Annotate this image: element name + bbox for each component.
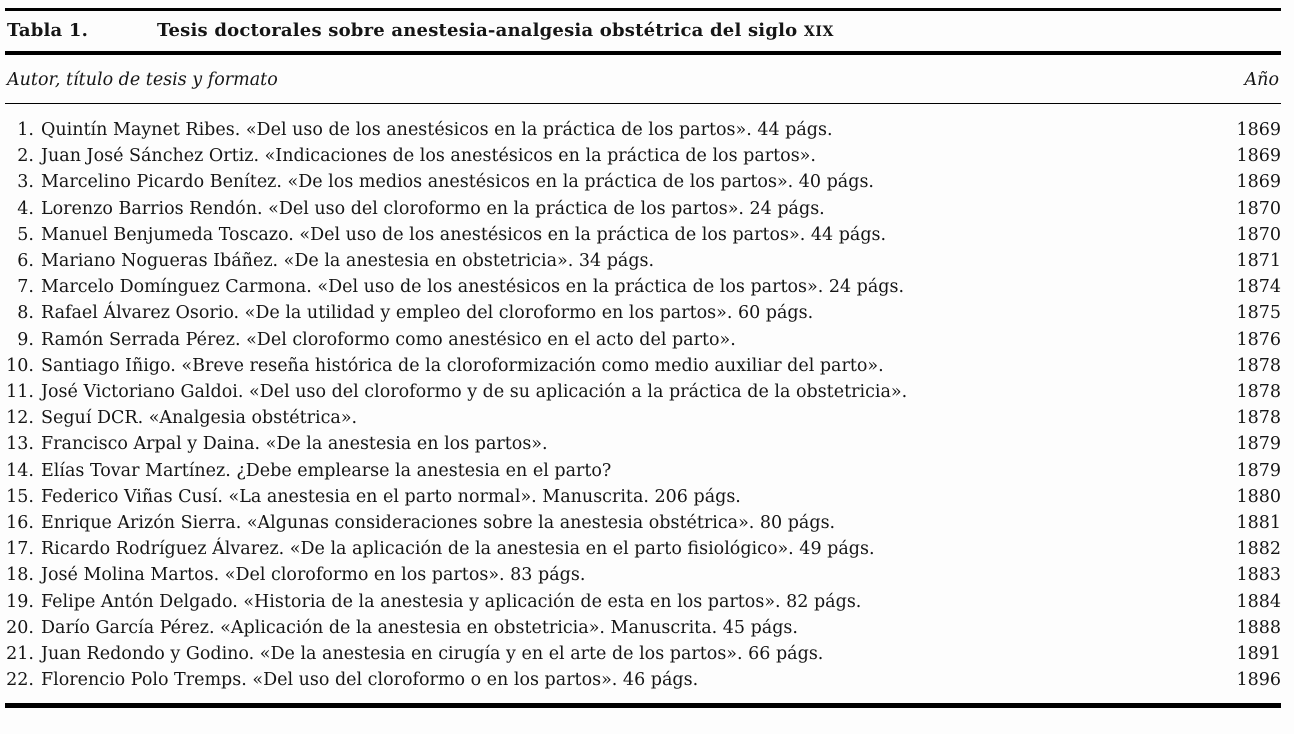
row-num: 9. <box>17 329 34 350</box>
row-entry: Federico Viñas Cusí. «La anestesia en el parto normal». Manuscrita. 206 págs. <box>41 486 741 507</box>
table-title <box>157 20 834 41</box>
row-num: 18. <box>6 565 34 586</box>
row-year: 1879 <box>1236 460 1281 481</box>
row-year: 1875 <box>1236 303 1281 324</box>
row-year: 1883 <box>1236 565 1281 586</box>
table-row <box>5 615 1281 641</box>
table-row <box>5 143 1281 169</box>
table-row <box>5 536 1281 562</box>
row-entry: Juan José Sánchez Ortiz. «Indicaciones de los anestésicos en la práctica de los partos». <box>41 146 816 167</box>
row-year: 1878 <box>1236 382 1281 403</box>
row-entry: Elías Tovar Martínez. ¿Debe emplearse la anestesia en el parto? <box>41 460 612 481</box>
table-row <box>5 589 1281 615</box>
table-row <box>5 641 1281 667</box>
row-year: 1891 <box>1236 644 1281 665</box>
row-entry: José Molina Martos. «Del cloroformo en los partos». 83 págs. <box>41 565 586 586</box>
row-entry: Ramón Serrada Pérez. «Del cloroformo como anestésico en el acto del parto». <box>41 329 736 350</box>
row-year: 1884 <box>1236 591 1281 612</box>
table-row <box>5 458 1281 484</box>
table-body <box>5 104 1281 703</box>
row-year: 1888 <box>1236 617 1281 638</box>
row-num: 7. <box>17 277 34 298</box>
row-num: 1. <box>17 120 34 140</box>
row-num: 4. <box>17 198 34 219</box>
table-label: Tabla 1. <box>7 20 89 41</box>
table-row <box>5 300 1281 326</box>
row-year: 1881 <box>1236 513 1281 534</box>
row-entry: Mariano Nogueras Ibáñez. «De la anestesia en obstetricia». 34 págs. <box>41 251 655 272</box>
row-entry: Rafael Álvarez Osorio. «De la utilidad y empleo del cloroformo en los partos». 60 págs. <box>41 303 814 324</box>
table-title-main: Tesis doctorales sobre anestesia-analgesia obstétrica del siglo <box>157 20 804 41</box>
table-row <box>5 117 1281 143</box>
table-row <box>5 431 1281 457</box>
row-year: 1869 <box>1236 120 1281 140</box>
row-num: 8. <box>17 303 34 324</box>
row-entry: Quintín Maynet Ribes. «Del uso de los anestésicos en la práctica de los partos». 44 págs. <box>41 120 833 140</box>
row-year: 1878 <box>1236 355 1281 376</box>
row-entry: Lorenzo Barrios Rendón. «Del uso del cloroformo en la práctica de los partos». 24 págs. <box>41 198 825 219</box>
table-row <box>5 222 1281 248</box>
row-num: 5. <box>17 224 34 245</box>
bottom-rule <box>5 703 1281 708</box>
row-entry: Marcelino Picardo Benítez. «De los medios anestésicos en la práctica de los partos». 40 págs. <box>41 172 874 193</box>
table-row <box>5 169 1281 195</box>
row-entry: Manuel Benjumeda Toscazo. «Del uso de los anestésicos en la práctica de los partos». 44 págs. <box>41 224 887 245</box>
row-num: 6. <box>17 251 34 272</box>
row-num: 2. <box>17 146 34 167</box>
row-num: 13. <box>6 434 34 455</box>
row-entry: Santiago Iñigo. «Breve reseña histórica de la cloroformización como medio auxiliar del parto». <box>41 355 884 376</box>
row-entry: Enrique Arizón Sierra. «Algunas consideraciones sobre la anestesia obstétrica». 80 págs. <box>41 513 836 534</box>
table-row <box>5 510 1281 536</box>
table-row <box>5 196 1281 222</box>
row-entry: Francisco Arpal y Daina. «De la anestesia en los partos». <box>41 434 548 455</box>
row-year: 1878 <box>1236 408 1281 429</box>
row-year: 1869 <box>1236 146 1281 167</box>
row-year: 1871 <box>1236 251 1281 272</box>
row-num: 20. <box>6 617 34 638</box>
table-row <box>5 405 1281 431</box>
table-row <box>5 667 1281 693</box>
row-entry: Ricardo Rodríguez Álvarez. «De la aplicación de la anestesia en el parto fisiológico». 49 págs. <box>41 539 875 560</box>
row-entry: Felipe Antón Delgado. «Historia de la anestesia y aplicación de esta en los partos». 82 págs. <box>41 591 862 612</box>
table-row <box>5 379 1281 405</box>
row-year: 1896 <box>1236 670 1281 691</box>
row-year: 1874 <box>1236 277 1281 298</box>
row-num: 15. <box>6 486 34 507</box>
table-row <box>5 274 1281 300</box>
row-year: 1869 <box>1236 172 1281 193</box>
row-num: 16. <box>6 513 34 534</box>
row-num: 12. <box>6 408 34 429</box>
row-num: 11. <box>6 382 34 403</box>
row-num: 22. <box>6 670 34 691</box>
table-title-century: XIX <box>803 24 834 40</box>
row-num: 3. <box>17 172 34 193</box>
row-num: 19. <box>6 591 34 612</box>
row-year: 1876 <box>1236 329 1281 350</box>
row-year: 1870 <box>1236 198 1281 219</box>
table-row <box>5 484 1281 510</box>
column-header-author: Autor, título de tesis y formato <box>7 70 278 90</box>
row-entry: José Victoriano Galdoi. «Del uso del cloroformo y de su aplicación a la práctica de la obstetricia». <box>41 382 908 403</box>
table-caption <box>5 11 1281 51</box>
row-year: 1880 <box>1236 486 1281 507</box>
row-entry: Marcelo Domínguez Carmona. «Del uso de los anestésicos en la práctica de los partos». 24 págs. <box>41 277 905 298</box>
column-header-row <box>5 55 1281 103</box>
row-entry: Seguí DCR. «Analgesia obstétrica». <box>41 408 358 429</box>
row-year: 1882 <box>1236 539 1281 560</box>
row-num: 14. <box>6 460 34 481</box>
table-row <box>5 562 1281 588</box>
table-row <box>5 353 1281 379</box>
row-num: 17. <box>6 539 34 560</box>
column-header-year: Año <box>1244 70 1279 90</box>
table-row <box>5 248 1281 274</box>
row-entry: Florencio Polo Tremps. «Del uso del cloroformo o en los partos». 46 págs. <box>41 670 699 691</box>
row-num: 10. <box>6 355 34 376</box>
row-entry: Darío García Pérez. «Aplicación de la anestesia en obstetricia». Manuscrita. 45 págs. <box>41 617 798 638</box>
row-year: 1870 <box>1236 224 1281 245</box>
row-entry: Juan Redondo y Godino. «De la anestesia en cirugía y en el arte de los partos». 66 págs. <box>41 644 824 665</box>
row-num: 21. <box>6 644 34 665</box>
table-row <box>5 327 1281 353</box>
row-year: 1879 <box>1236 434 1281 455</box>
